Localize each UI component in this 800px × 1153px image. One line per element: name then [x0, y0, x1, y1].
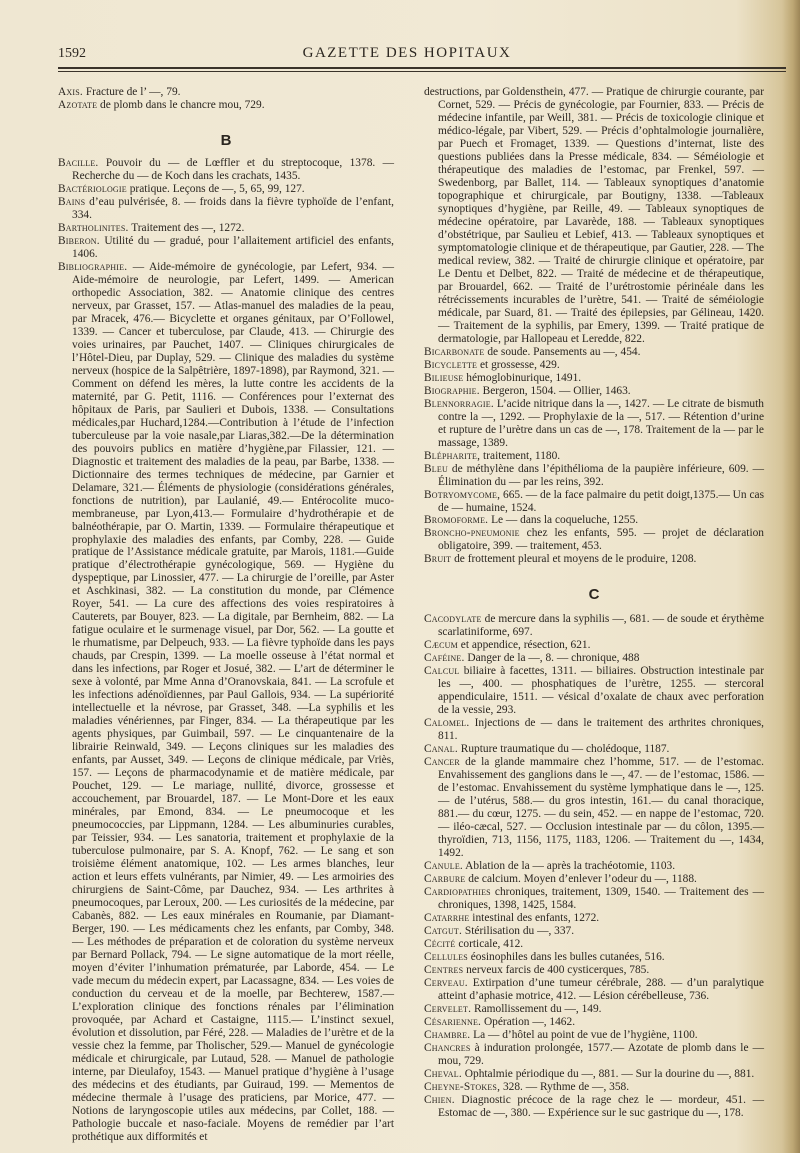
- entry-headword: Cellules: [424, 951, 468, 963]
- entry-text: et appendice, résection, 621.: [457, 639, 591, 652]
- index-entry: [424, 925, 764, 938]
- entry-text: et grossesse, 429.: [477, 358, 560, 371]
- entry-headword: Bacille.: [58, 156, 99, 169]
- entry-text: de plomb dans le chancre mou, 729.: [97, 98, 265, 111]
- index-entry: [424, 514, 764, 527]
- entry-headword: Calcul: [424, 665, 460, 678]
- index-entry: [424, 613, 764, 639]
- entry-headword: Biographie.: [424, 384, 480, 397]
- entry-text: intestinal des enfants, 1272.: [469, 912, 600, 925]
- index-entry: [424, 886, 764, 912]
- entry-headword: Blennorragie.: [424, 397, 494, 410]
- index-entry: [424, 964, 764, 977]
- index-entry: [424, 717, 764, 743]
- index-entry: [424, 912, 764, 925]
- entry-headword: Botryomycome,: [424, 488, 501, 501]
- index-entry: [424, 1081, 764, 1094]
- index-entry: [424, 1094, 764, 1120]
- index-entry: [424, 756, 764, 860]
- index-entry: [58, 99, 394, 112]
- entry-text: de méthylène dans l’épithélioma de la paupière inférieure, 609. — Élimination du — par les reins, 392.: [438, 462, 764, 488]
- entry-headword: Cervelet.: [424, 1002, 472, 1015]
- index-entry: [58, 261, 394, 1144]
- index-entry: [424, 359, 764, 372]
- index-entry: [424, 1029, 764, 1042]
- left-column: [58, 86, 394, 1144]
- running-title: GAZETTE DES HOPITAUX: [302, 45, 512, 61]
- entry-text: Fracture de l’ —, 79.: [82, 86, 181, 98]
- entry-headword: Canal.: [424, 743, 458, 756]
- entry-text: 665. — de la face palmaire du petit doigt,1375.— Un cas de — humaine, 1524.: [438, 488, 764, 514]
- entry-headword: Catgut.: [424, 925, 463, 938]
- entry-headword: Caféine.: [424, 652, 465, 665]
- entry-headword: Bilieuse: [424, 371, 464, 384]
- index-entry: [424, 873, 764, 886]
- entry-text: éosinophiles dans les bulles cutanées, 516.: [467, 951, 665, 963]
- entries-c: [424, 613, 764, 1119]
- entry-text: Ophtalmie périodique du —, 881. — Sur la dourine du —, 881.: [461, 1067, 755, 1080]
- entry-headword: Centres: [424, 963, 464, 976]
- entry-text: — Aide-mémoire de gynécologie, par Lefert, 934. — Aide-mémoire de neurologie, par Lefert, 1499. — American orthopedic Association, 382. — Anatomie clinique des centres nerveux, par Grasset, 157. — Atlas-manuel des maladies de la peau, par Mracek, 476.— Bicyclette et organes génitaux, par O’Followel, 1339. — Cancer et tuberculose, par Claude, 413. — Chirurgie des voies urinaires, par Pauchet, 1407. — Cliniques chirurgicales de l’Hôtel-Dieu, par Duplay, 529. — Clinique des maladies du système nerveux (hospice de la Salpêtrière, 1897-1898), par Raymond, 321. — Comment on défend les mères, la lutte contre les accidents de la maternité, par G. Petit, 1116. — Conférences pour l’externat des hôpitaux de Paris, par Saulieri et Dubois, 1338. — Consultations médicales,par Huchard,1284.—Contribution à l’étude de l’infection tuberculeuse par la voie nasale,par Liaras,382.—De la détermination des pouvoirs publics en matière d’hygiène,par Filassier, 121. — Diagnostic et traitement des maladies de la peau, par Barbe, 1338. — Dictionnaire des termes techniques de médecine, par Garnier et Delamare, 321.— Éléments de physiologie (considérations générales, fonctions de nutrition), par Laulanié, 49.— Entérocolite muco-membraneuse, par Lyon,413.— Formulaire d’hydrothérapie et de balnéothérapie, par O. Martin, 1339. — Formulaire thérapeutique et prophylaxie des maladies des enfants, par Comby, 228. — Guide pratique de l’Assistance médicale gratuite, par Marois, 1181.—Guide pratique d’électrothérapie gynécologique, 569. — Hygiène du dyspeptique, par Linossier, 477. — La chirurgie de l’oreille, par Aster et Aschkinasi, 382. — La constitution du monde, par Clémence Royer, 541. — La cure des affections des voies respiratoires à Cauterets, par Bouyer, 823. — La digitale, par Bernheim, 882. — La fatigue oculaire et le surmenage visuel, par Dor, 562. — La goutte et le rhumatisme, par Delpeuch, 933. — La fièvre typhoïde dans les pays chauds, par Crespin, 1399. — La moelle osseuse à l’état normal et dans les infections, par Roger et Josué, 382. — L’art de déterminer le sexe à volonté, par Mme Anna d’Oranovskaia, 841. — La scrofule et les infections adénoïdiennes, par Paul Gallois, 934. — La supériorité intellectuelle et la névrose, par Grasset, 348. —La syphilis et les maladies vénériennes, par Finger, 834. — La thérapeutique par les agents physiques, par Guimbail, 597. — Le cinquantenaire de la librairie Reinwald, 349. — Leçons cliniques sur les maladies des enfants, par Ausset, 349. — Leçons de clinique médicale, par Vriès, 157. — Leçons de pharmacodynamie et de matière médicale, par Pouchet, 129. — Le mariage, nullité, divorce, grossesse et accouchement, par Brouardel, 187. — Le Mont-Dore et les eaux minérales, par Emond, 834. — Le pneumocoque et les pneumococcies, par Lippmann, 1284. — Les albuminuries curables, par Teissier, 934. — Les sanatoria, traitement et prophylaxie de la tuberculose pulmonaire, par S. A. Knopf, 762. — Le sang et son troisième élément anatomique, 102. — Les armes blanches, leur action et leurs effets vulnérants, par Nimier, 49. — Les armoiries des chirurgiens de Saint-Côme, par Dauchez, 934. — Les arthrites à pneumocoques, par Leroux, 200. — Les curiosités de la médecine, par Cabanès, 882. — Les eaux minérales en Roumanie, par Diamant-Berger, 190. — Les médicaments chez les enfants, par Comby, 348. — Les méthodes de préparation et de coloration du système nerveux par Bernard Pollack, 794. — Le signe automatique de la mort réelle, moyen d’éviter l’inhumation prématurée, par Laborde, 454. — Le vade mecum du médecin expert, par Lacassagne, 834. — Les voies de conduction du cerveau et de la moelle, par Bechterew, 1587.— L’exploration clinique des fonctions rénales par l’élimination provoquée, par Achard et Castaigne, 1115.— L’instinct sexuel, évolution et dissolution, par Féré, 228. — Maladies de l’urètre et de la vessie chez la femme, par Tholischer, 529.— Manuel de gynécologie médicale et chirurgicale, par Lutaud, 528. — Manuel de pathologie interne, par Dieulafoy, 1543. — Manuel pratique d’hygiène à l’usage des médecins et des étudiants, par Guiraud, 199. — Mementos de médecine thermale à l’usage des praticiens, par Morice, 477. — Notions de laryngoscopie utiles aux médecins, par Collet, 188. — Pathologie buccale et naso-faciale. Moyens de remédier par l’art prothétique aux difformités et: [72, 260, 394, 1143]
- page-number: 1592: [58, 46, 86, 61]
- entry-text: nerveux farcis de 400 cysticerques, 785.: [463, 963, 650, 976]
- entry-headword: Chien.: [424, 1093, 455, 1106]
- entry-text: Opération —, 1462.: [481, 1015, 576, 1028]
- entry-headword: Bibliographie.: [58, 260, 128, 273]
- entry-text: traitement, 1180.: [480, 449, 561, 462]
- entry-text: Traitement des —, 1272.: [128, 221, 245, 234]
- index-entry: [424, 951, 764, 964]
- entry-text: hémoglobinurique, 1491.: [463, 371, 582, 384]
- entry-headword: Broncho-pneumonie: [424, 527, 520, 540]
- entries-a: [58, 86, 394, 112]
- index-entry: [424, 398, 764, 450]
- index-entry: [424, 639, 764, 652]
- entry-headword: Axis.: [58, 86, 83, 98]
- entry-headword: Blépharite,: [424, 449, 481, 462]
- entry-text: Utilité du — gradué, pour l’allaitement artificiel des enfants, 1406.: [72, 234, 394, 260]
- entry-text: Stérilisation du —, 337.: [462, 925, 575, 938]
- entry-text: Injections de — dans le traitement des arthrites chroniques, 811.: [438, 717, 764, 743]
- index-entry: [424, 463, 764, 489]
- entry-headword: Cæcum: [424, 639, 458, 652]
- entry-text: chez les enfants, 595. — projet de déclaration obligatoire, 399. — traitement, 453.: [438, 527, 764, 553]
- index-entry: [58, 183, 394, 196]
- entry-text: d’eau pulvérisée, 8. — froids dans la fièvre typhoïde de l’enfant, 334.: [72, 195, 394, 221]
- index-entry: [424, 346, 764, 359]
- entry-headword: Chambre.: [424, 1028, 471, 1041]
- entry-text: 328. — Rythme de —, 358.: [500, 1080, 630, 1093]
- entry-headword: Bruit: [424, 553, 452, 566]
- entry-headword: Bicarbonate: [424, 345, 485, 358]
- bibliography-continuation: destructions, par Goldensthein, 477. — Pratique de chirurgie courante, par Cornet, 529. — Précis de gynécologie, par Fournier, 833. — Précis de médecine infantile, par Weill, 381. — Précis de toxicologie clinique et médico-légale, par Vibert, 529. — Précis d’ophtalmologie journalière, par Puech et Fromaget, 1339. — Questions d’internat, liste des questions publiées dans la Presse médicale, 834. — Séméiologie et thérapeutique des maladies de l’estomac, par Frenkel, 597. — Swedenborg, par Ballet, 114. — Tableaux synoptiques d’anatomie topographique et chirurgicale, par Boutigny, 1338. —Tableaux synoptiques d’hygiène, par Reille, 49. — Tableaux synoptiques de médecine opératoire, par Lavarède, 188. — Tableaux synoptiques d’obstétrique, par Saulieu et Lebief, 413. — Tableaux synoptiques et symptomatologie clinique et de thérapeutique, par Gautier, 228. — The medical review, 382. — Traité de chirurgie clinique et opératoire, par Le Dentu et Delbet, 822. — Traité de médecine et de thérapeutique, par Brouardel, 662. — Traité de l’urétrostomie périnéale dans les rétrécissements incurables de l’urètre, 541. — Traité de séméiologie médicale, par Suard, 81. — Traité des épilepsies, par Gélineau, 1420. — Traitement de la syphilis, par Emery, 1399. — Traité pratique de dermatologie, par Hallopeau et Leredde, 822.: [424, 86, 764, 345]
- entry-headword: Chancres: [424, 1041, 471, 1054]
- entry-text: La — d’hôtel au point de vue de l’hygiène, 1100.: [470, 1028, 698, 1041]
- entry-text: de mercure dans la syphilis —, 681. — de soude et érythème scarlatiniforme, 697.: [438, 613, 764, 639]
- index-entry: [58, 157, 394, 183]
- header-rule-thin: [58, 71, 786, 72]
- entry-headword: Césarienne.: [424, 1015, 482, 1028]
- entry-headword: Canule.: [424, 860, 463, 873]
- entry-headword: Cerveau.: [424, 976, 468, 989]
- index-entry: [424, 527, 764, 553]
- section-letter-c: C: [588, 586, 600, 604]
- entry-text: corticale, 412.: [455, 938, 524, 951]
- index-entry: [424, 743, 764, 756]
- entry-headword: Cheval.: [424, 1067, 462, 1080]
- entry-headword: Cancer: [424, 756, 460, 769]
- entry-headword: Carbure: [424, 873, 466, 886]
- index-entry: [58, 196, 394, 222]
- index-entry: [424, 1068, 764, 1081]
- entry-text: Bergeron, 1504. — Ollier, 1463.: [479, 384, 631, 397]
- entry-text: de la glande mammaire chez l’homme, 517. — de l’estomac. Envahissement des ganglions dans le —, 47. — de l’estomac, 1586. — de l’estomac. Envahissement du système lymphatique dans le —, 125.— de l’utérus, 588.— du gros intestin, 161.— du canal thoracique, 881.— du cœur, 1275. — du sein, 452. — en nappe de l’estomac, 720. — iléo-cæcal, 527. — Occlusion intestinale par — du côlon, 1395.— thyroïdien, 713, 1156, 1175, 1183, 1206. — Traitement du —, 1434, 1492.: [438, 756, 764, 860]
- index-entry: [424, 1042, 764, 1068]
- entry-headword: Cacodylate: [424, 613, 482, 626]
- index-entry: [424, 938, 764, 951]
- entry-text: biliaire à facettes, 1311. — biliaires. Obstruction intestinale par les —, 400. — phosphatiques de l’urètre, 1255. — stercoral appendiculaire, 1511. — vésical d’oxalate de chaux avec perforation de la vessie, 293.: [438, 665, 764, 717]
- entry-text: Ablation de la — après la trachéotomie, 1103.: [462, 860, 676, 873]
- index-entry: [58, 222, 394, 235]
- index-entry: [424, 860, 764, 873]
- entry-headword: Biberon.: [58, 234, 100, 247]
- index-entry: [424, 489, 764, 515]
- entries-b: [58, 157, 394, 1144]
- page-header: [58, 44, 786, 66]
- page-edge-shadow: [782, 0, 800, 1153]
- entry-headword: Bleu: [424, 462, 448, 475]
- index-entry: [424, 372, 764, 385]
- index-entry: [424, 665, 764, 717]
- entry-headword: Bartholinites.: [58, 221, 129, 234]
- entry-text: de frottement pleural et moyens de le produire, 1208.: [451, 553, 697, 566]
- section-letter-b: B: [220, 131, 232, 149]
- entry-text: Pouvoir du — de Lœffler et du streptocoque, 1378. — Recherche du — de Koch dans les crachats, 1435.: [72, 156, 394, 182]
- index-entry: [424, 450, 764, 463]
- entry-text: pratique. Leçons de —, 5, 65, 99, 127.: [126, 182, 305, 195]
- index-entry: [58, 86, 394, 99]
- entry-text: L’acide nitrique dans la —, 1427. — Le citrate de bismuth contre la —, 1292. — Prophylaxie de la —, 517. — Rétention d’urine et rupture de l’urètre dans un cas de —, 178. Traitement de la — par le massage, 1389.: [438, 397, 764, 449]
- entry-headword: Azotate: [58, 98, 98, 111]
- index-entry: [424, 553, 764, 566]
- index-entry: [424, 385, 764, 398]
- entry-text: Rupture traumatique du — cholédoque, 1187.: [457, 743, 670, 756]
- index-entry: [424, 1003, 764, 1016]
- index-entry: [424, 977, 764, 1003]
- entry-text: à induration prolongée, 1577.— Azotate de plomb dans le — mou, 729.: [438, 1041, 764, 1067]
- entry-headword: Bicyclette: [424, 358, 478, 371]
- header-rule-thick: [58, 67, 786, 69]
- entry-headword: Cheyne-Stokes,: [424, 1080, 501, 1093]
- entry-text: Le — dans la coqueluche, 1255.: [488, 514, 639, 527]
- entry-text: Extirpation d’une tumeur cérébrale, 288. — d’un paralytique atteint d’aphasie motrice, 412. — Lésion cérébelleuse, 736.: [438, 976, 764, 1002]
- entry-headword: Bactériologie: [58, 182, 127, 195]
- entry-text: de soude. Pansements au —, 454.: [484, 345, 641, 358]
- entry-headword: Catarrhe: [424, 912, 470, 925]
- entry-headword: Bromoforme.: [424, 514, 489, 527]
- entries-b-continued: [424, 346, 764, 567]
- entry-headword: Bains: [58, 195, 86, 208]
- right-column: [424, 86, 764, 1120]
- entry-text: Ramollissement du —, 149.: [471, 1002, 602, 1015]
- entry-text: Danger de la —, 8. — chronique, 488: [464, 652, 640, 665]
- index-entry: [58, 235, 394, 261]
- entry-headword: Cécité: [424, 938, 456, 951]
- index-entry: [424, 652, 764, 665]
- entry-text: chroniques, traitement, 1309, 1540. — Traitement des — chroniques, 1398, 1425, 1584.: [438, 886, 764, 912]
- entry-headword: Calomel.: [424, 717, 470, 730]
- entry-text: Diagnostic précoce de la rage chez le — mordeur, 451. — Estomac de —, 380. — Expérience sur le suc gastrique du —, 178.: [438, 1093, 764, 1119]
- entry-text: de calcium. Moyen d’enlever l’odeur du —, 1188.: [465, 873, 697, 886]
- index-entry: [424, 1016, 764, 1029]
- entry-headword: Cardiopathies: [424, 886, 491, 899]
